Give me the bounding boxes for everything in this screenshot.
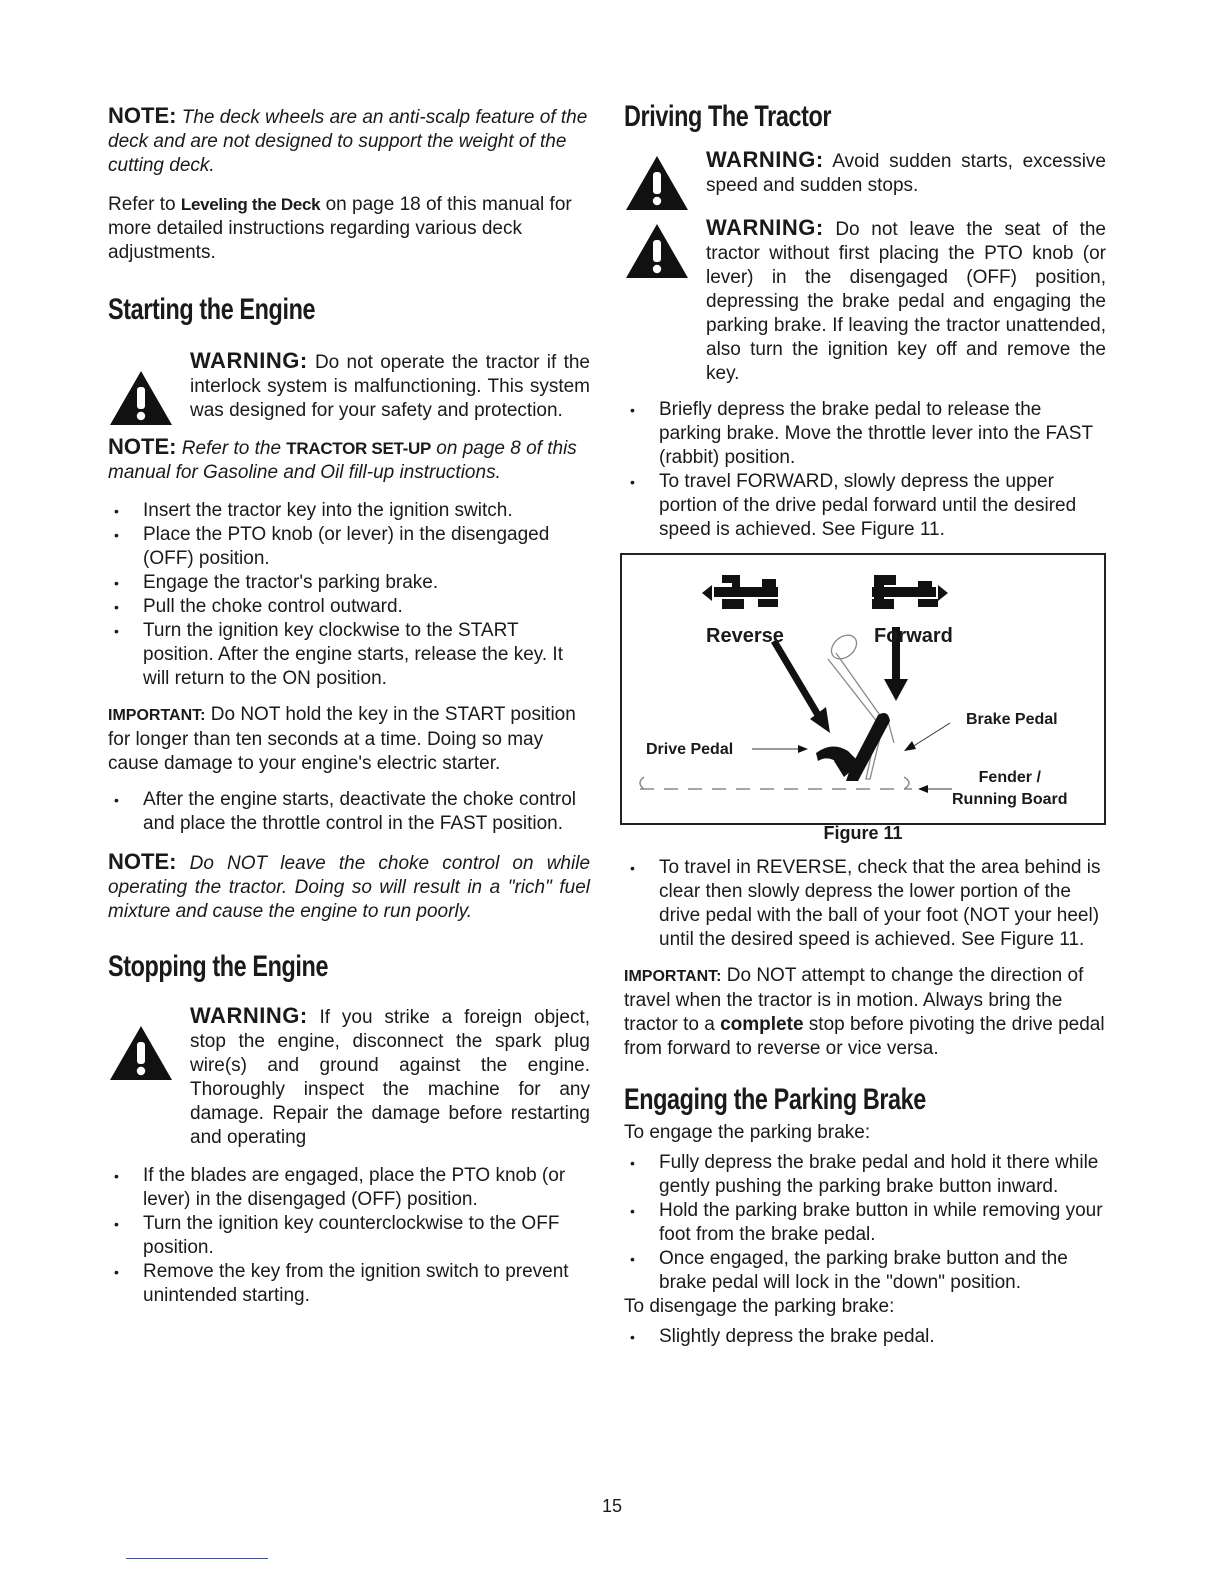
- list-item: • To travel FORWARD, slowly depress the upper portion of the drive pedal forward until the desired speed is achieved. See Figure 11.: [624, 470, 1106, 542]
- refer-post: on page 18 of this manual for more detailed instructions regarding various deck adjustments.: [108, 194, 572, 263]
- driving-warning-2: [624, 216, 1106, 386]
- list-item: • Engage the tractor's parking brake.: [108, 571, 590, 595]
- starting-steps-list: [108, 499, 590, 691]
- warning-triangle-icon: [624, 222, 690, 280]
- list-item: • If the blades are engaged, place the PTO knob (or lever) in the disengaged (OFF) position.: [108, 1164, 590, 1212]
- stopping-engine-heading: Stopping the Engine: [108, 950, 329, 983]
- warning-label: WARNING:: [190, 1003, 308, 1028]
- warning-text: Do not operate the tractor if the interlock system is malfunctioning. This system was designed for your safety and protection.: [190, 352, 590, 421]
- forward-label: Forward: [874, 625, 953, 647]
- complete-emphasis: complete: [720, 1014, 804, 1035]
- brake-pedal-label: Brake Pedal: [966, 711, 1058, 728]
- reverse-steps-list: [624, 856, 1106, 952]
- warning-triangle-icon: [108, 1024, 174, 1082]
- right-column-lower: [624, 856, 1106, 1349]
- important-direction: [624, 964, 1106, 1061]
- tractor-setup-reference: TRACTOR SET-UP: [286, 439, 432, 458]
- list-item: • Once engaged, the parking brake button and the brake pedal will lock in the "down" position.: [624, 1247, 1106, 1295]
- fender-label-line2: Running Board: [952, 791, 1068, 808]
- warning-text: Do not leave the seat of the tractor without first placing the PTO knob (or lever) in the disengaged (OFF) position, depressing the brake pedal and engaging the parking brake. If leaving the tractor unattended, also turn the ignition key off and remove the key.: [706, 219, 1106, 384]
- warning-triangle-icon: [624, 154, 690, 212]
- starting-engine-heading: Starting the Engine: [108, 293, 316, 326]
- leveling-deck-reference: Leveling the Deck: [180, 195, 321, 214]
- list-item: • Place the PTO knob (or lever) in the disengaged (OFF) position.: [108, 523, 590, 571]
- warning-label: WARNING:: [706, 215, 824, 240]
- warning-label: WARNING:: [706, 147, 824, 172]
- list-item: • Briefly depress the brake pedal to release the parking brake. Move the throttle lever into the FAST (rabbit) position.: [624, 398, 1106, 470]
- important-post: stop before pivoting the drive pedal from forward to reverse or vice versa.: [624, 1014, 1105, 1059]
- warning-label: WARNING:: [190, 348, 308, 373]
- driving-warning-1: [624, 148, 1106, 198]
- list-item: • To travel in REVERSE, check that the area behind is clear then slowly depress the lower portion of the drive pedal with the ball of your foot (NOT your heel) until the desired speed is achieved. See Figure 11.: [624, 856, 1106, 952]
- refer-pre: Refer to: [108, 194, 181, 215]
- note-pre: Refer to the: [181, 438, 287, 459]
- refer-paragraph: [108, 193, 590, 265]
- note-deck-wheels: [108, 104, 590, 178]
- note-setup: [108, 435, 590, 485]
- warning-text: Avoid sudden starts, excessive speed and sudden stops.: [706, 151, 1106, 196]
- fender-label: [952, 767, 1068, 811]
- important-pre: Do NOT attempt to change the direction of travel when the tractor is in motion. Always bring the tractor to a: [624, 965, 1084, 1035]
- choke-steps-list: [108, 788, 590, 836]
- note-label: NOTE:: [108, 434, 177, 459]
- note-choke: [108, 850, 590, 924]
- note-post: on page 8 of this manual for Gasoline and Oil fill-up instructions.: [108, 438, 577, 483]
- important-label: IMPORTANT:: [624, 968, 722, 985]
- reverse-tractor-icon: [702, 575, 778, 609]
- important-label: IMPORTANT:: [108, 707, 206, 724]
- drive-pedal-label: Drive Pedal: [646, 741, 734, 758]
- note-label: NOTE:: [108, 103, 177, 128]
- note-text: Do NOT leave the choke control on while operating the tractor. Doing so will result in a "rich" fuel mixture and cause the engine to run poorly.: [108, 853, 591, 922]
- fender-label-line1: Fender /: [978, 769, 1041, 786]
- parking-brake-heading: Engaging the Parking Brake: [624, 1083, 926, 1116]
- list-item: • After the engine starts, deactivate the choke control and place the throttle control in the FAST position.: [108, 788, 590, 836]
- list-item: • Insert the tractor key into the ignition switch.: [108, 499, 590, 523]
- disengage-steps-list: [624, 1325, 1106, 1349]
- reverse-label: Reverse: [706, 625, 784, 647]
- figure-caption: Figure 11: [823, 823, 903, 843]
- engage-intro: To engage the parking brake:: [624, 1122, 871, 1143]
- right-column: [624, 100, 1106, 542]
- left-column: [108, 104, 590, 1308]
- list-item: • Hold the parking brake button in while removing your foot from the brake pedal.: [624, 1199, 1106, 1247]
- reverse-arrow: [774, 641, 830, 733]
- engage-steps-list: [624, 1151, 1106, 1295]
- driving-tractor-heading: Driving The Tractor: [624, 100, 832, 133]
- warning-triangle-icon: [108, 369, 174, 427]
- list-item: • Slightly depress the brake pedal.: [624, 1325, 1106, 1349]
- list-item: • Fully depress the brake pedal and hold it there while gently pushing the parking brake button inward.: [624, 1151, 1106, 1199]
- note-text: The deck wheels are an anti-scalp feature of the deck and are not designed to support the weight of the cutting deck.: [108, 107, 588, 176]
- warning-text: If you strike a foreign object, stop the engine, disconnect the spark plug wire(s) and ground against the engine. Thoroughly inspect the machine for any damage. Repair the damage before restarting and operating: [190, 1007, 591, 1148]
- driving-steps-list: [624, 398, 1106, 542]
- starting-warning: [108, 349, 590, 423]
- list-item: • Remove the key from the ignition switch to prevent unintended starting.: [108, 1260, 590, 1308]
- list-item: • Turn the ignition key clockwise to the START position. After the engine starts, release the key. It will return to the ON position.: [108, 619, 590, 691]
- stopping-steps-list: [108, 1164, 590, 1308]
- page-number: 15: [601, 1496, 623, 1516]
- disengage-intro: To disengage the parking brake:: [624, 1296, 895, 1317]
- forward-tractor-icon: [872, 575, 948, 609]
- important-text: Do NOT hold the key in the START position for longer than ten seconds at a time. Doing so may cause damage to your engine's electric starter.: [108, 704, 576, 774]
- list-item: • Pull the choke control outward.: [108, 595, 590, 619]
- footer-rule: [126, 1558, 268, 1559]
- list-item: • Turn the ignition key counterclockwise to the OFF position.: [108, 1212, 590, 1260]
- important-start: [108, 703, 590, 776]
- figure-11: [620, 553, 1106, 825]
- stopping-warning: [108, 1004, 590, 1150]
- note-label: NOTE:: [108, 849, 177, 874]
